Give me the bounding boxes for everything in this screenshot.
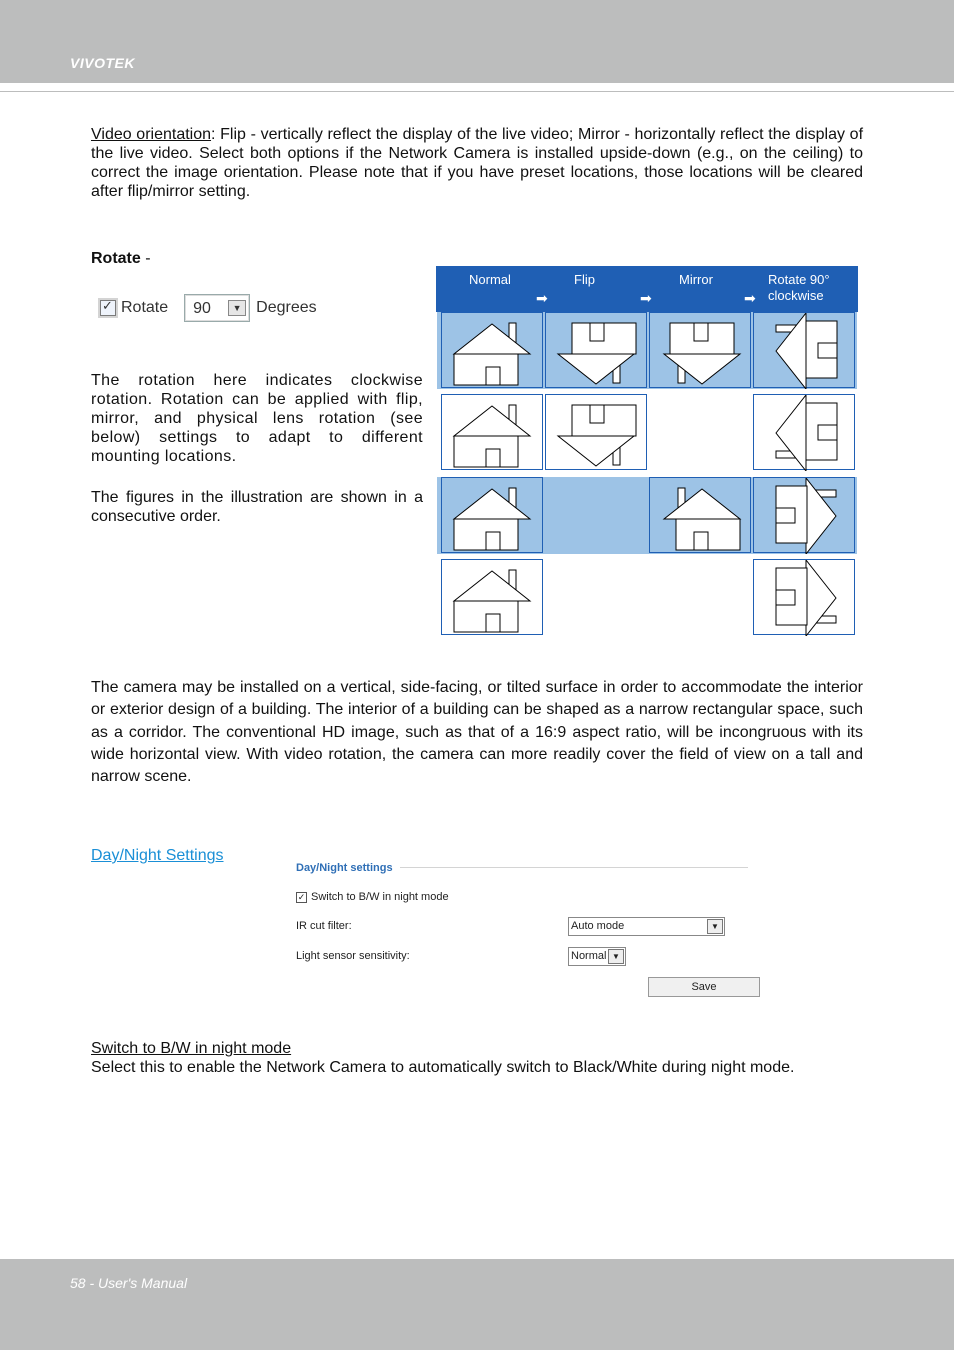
rotate-checkbox-label: Rotate	[121, 299, 169, 316]
page-number-label: 58 - User's Manual	[70, 1275, 188, 1291]
video-orientation-text: : Flip - vertically reflect the display of the live video; Mirror - horizontally reflect the display of the live video. Select both options if the Network Camera is installed upside-down (e.g., on the ceiling) to correct the image orientation. Please note that if you have preset locations, those locations will be cleared after flip/mirror setting.	[91, 126, 864, 200]
chevron-down-icon: ▼	[608, 949, 624, 964]
house-flip-icon	[545, 312, 647, 388]
panel-title: Day/Night settings	[296, 862, 393, 874]
ir-cut-value: Auto mode	[571, 920, 625, 932]
header-rotate-sub: clockwise	[768, 288, 824, 303]
rotate-heading-line	[91, 249, 151, 268]
chevron-down-icon: ▼	[228, 300, 246, 316]
sensor-value: Normal	[571, 950, 607, 962]
arrow-right-icon: ➡	[640, 290, 652, 306]
switch-bw-checkbox[interactable]: ✓	[297, 892, 306, 902]
header-rotate: Rotate 90°	[768, 272, 830, 287]
house-flip-icon	[545, 394, 647, 470]
page-footer	[0, 1259, 954, 1350]
house-rotate-icon	[753, 394, 855, 470]
header-flip: Flip	[574, 272, 595, 287]
house-rotate-icon	[753, 559, 855, 635]
switch-bw-label: Switch to B/W in night mode	[311, 891, 449, 903]
house-normal-icon	[441, 477, 543, 553]
house-mirror-icon	[649, 477, 751, 553]
video-orientation-paragraph	[91, 125, 863, 201]
page-header	[0, 0, 954, 83]
house-flip-mirror-icon	[649, 312, 751, 388]
house-normal-icon	[441, 394, 543, 470]
rotate-description: The rotation here indicates clockwise rotation. Rotation can be applied with flip, mirror, and physical lens rotation (see below) settings to adapt to different mounting locations.	[91, 372, 423, 465]
chevron-down-icon: ▼	[707, 919, 723, 934]
house-normal-icon	[441, 559, 543, 635]
day-night-panel	[280, 858, 760, 1008]
day-night-link[interactable]	[91, 846, 224, 865]
sensor-select[interactable]	[568, 947, 626, 966]
brand-label: VIVOTEK	[70, 55, 135, 71]
day-night-link-text[interactable]: Day/Night Settings	[91, 847, 224, 864]
header-normal: Normal	[469, 272, 511, 287]
orientation-table-header	[436, 266, 858, 312]
rotate-figures-note: The figures in the illustration are shown in a consecutive order.	[91, 489, 423, 525]
switch-bw-heading-text: Switch to B/W in night mode	[91, 1040, 292, 1057]
rotate-dash: -	[140, 250, 151, 267]
ir-cut-label: IR cut filter:	[296, 920, 352, 932]
ir-cut-select[interactable]	[568, 917, 725, 936]
sensor-label: Light sensor sensitivity:	[296, 950, 410, 962]
header-divider	[0, 91, 954, 92]
arrow-right-icon: ➡	[744, 290, 756, 306]
degrees-label: Degrees	[256, 299, 317, 316]
panel-divider	[400, 867, 748, 868]
save-button[interactable]: Save	[648, 977, 760, 997]
mounting-paragraph: The camera may be installed on a vertical, side-facing, or tilted surface in order to accommodate the interior or exterior design of a building. The interior of a building can be shaped as a narrow rectangular space, such as a corridor. The conventional HD image, such as that of a 16:9 aspect ratio, will be incongruous with its wide horizontal view. With video rotation, the camera can more readily cover the field of view on a tall and narrow scene.	[91, 679, 863, 786]
rotate-heading: Rotate	[91, 250, 141, 267]
rotate-checkbox[interactable]	[100, 300, 116, 316]
degrees-select[interactable]	[184, 294, 250, 322]
house-rotate-icon	[753, 477, 855, 553]
video-orientation-term: Video orientation	[91, 126, 212, 143]
header-mirror: Mirror	[679, 272, 713, 287]
arrow-right-icon: ➡	[536, 290, 548, 306]
switch-bw-description: Select this to enable the Network Camera to automatically switch to Black/White during night mode.	[91, 1059, 795, 1076]
rotate-widget	[100, 292, 317, 324]
degrees-value: 90	[193, 300, 211, 317]
switch-bw-heading	[91, 1039, 291, 1058]
house-normal-icon	[441, 312, 543, 388]
house-rotate-icon	[753, 312, 855, 388]
